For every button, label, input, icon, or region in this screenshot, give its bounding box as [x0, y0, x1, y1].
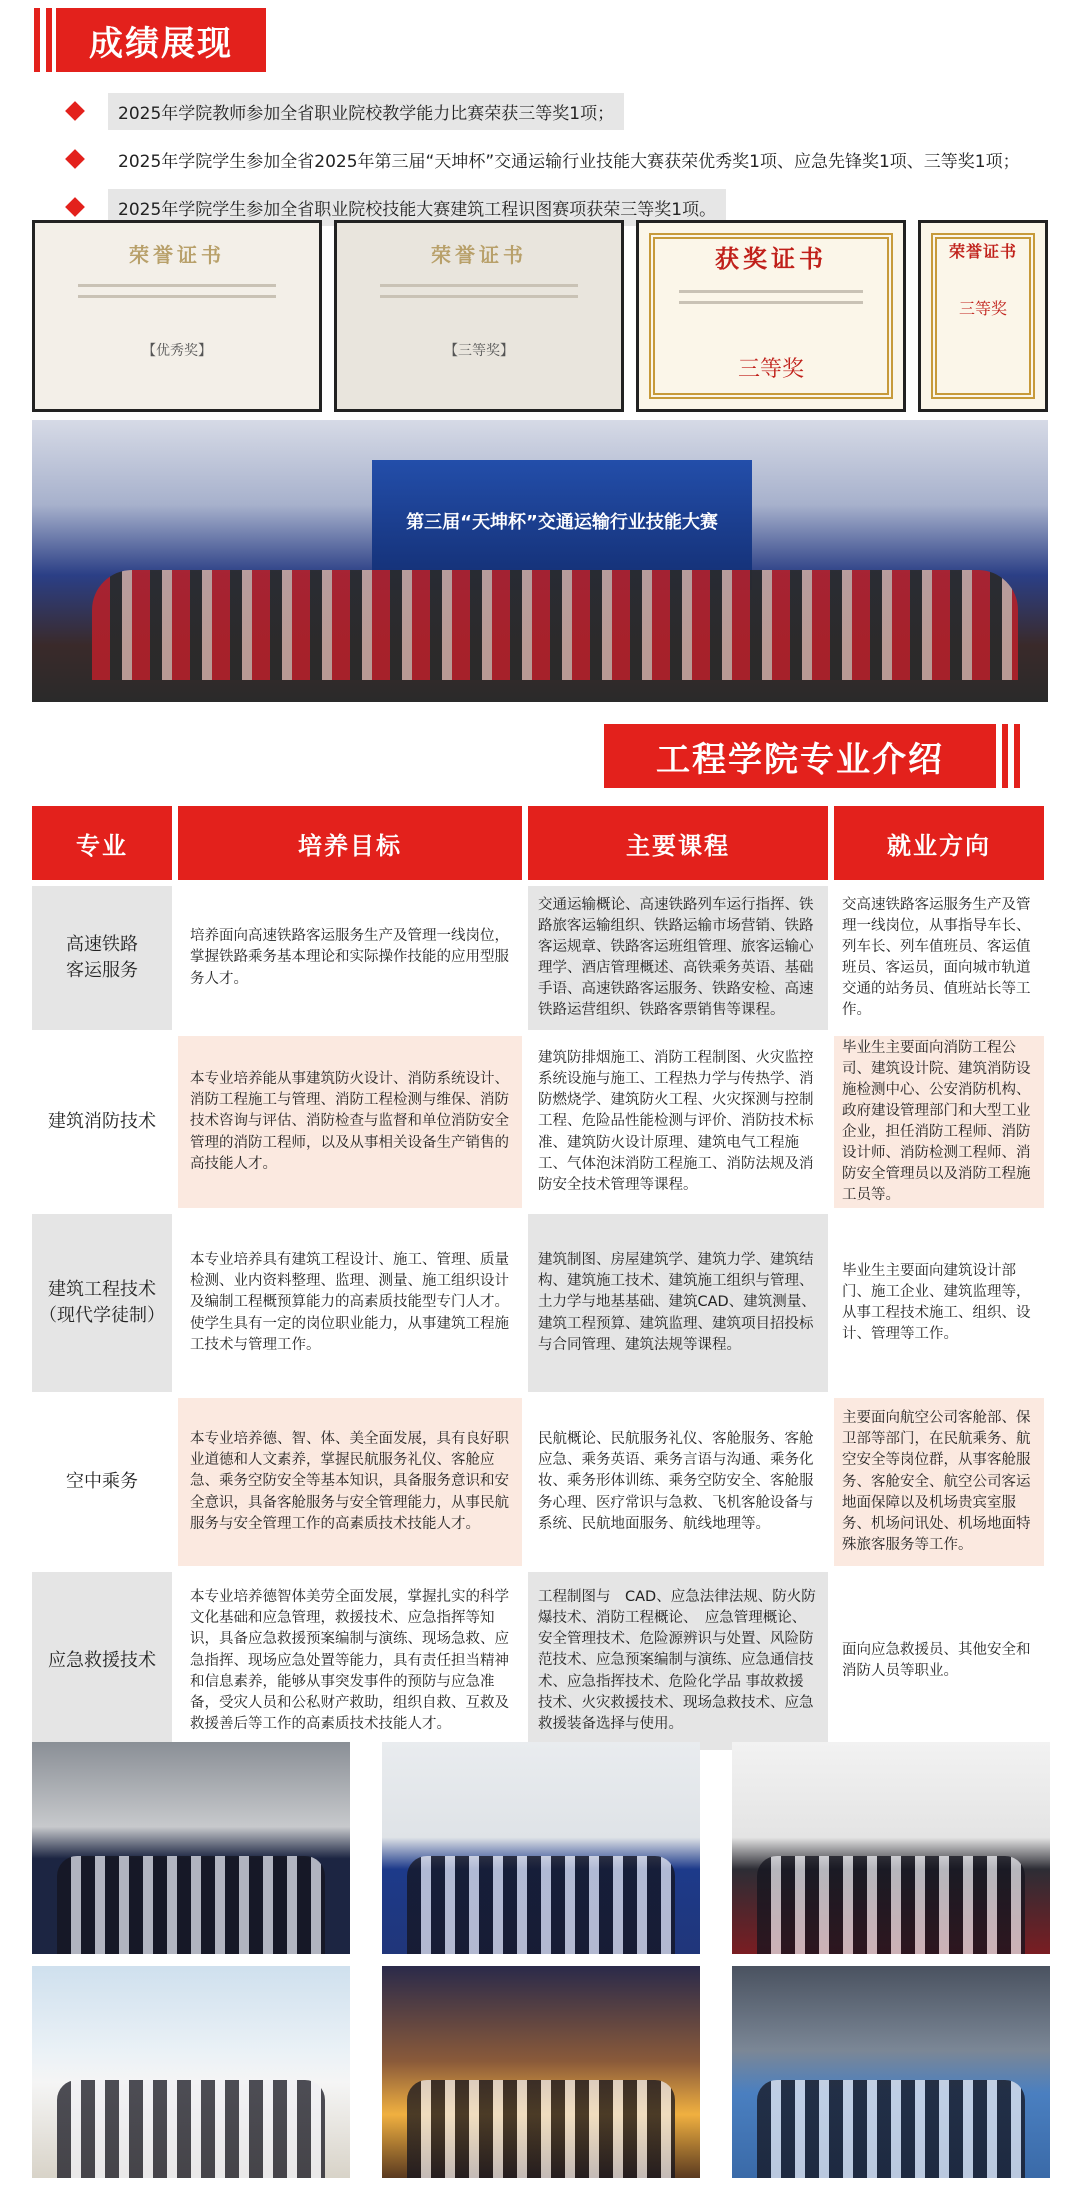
major-goal: 培养面向高速铁路客运服务生产及管理一线岗位，掌握铁路乘务基本理论和实际操作技能的应用型服务人才。: [178, 886, 522, 1030]
table-row: [32, 1572, 1048, 1750]
list-item: [58, 140, 1058, 178]
major-courses: 建筑防排烟施工、消防工程制图、火灾监控系统设施与施工、工程热力学与传热学、消防燃烧学、建筑防火工程、火灾探测与控制工程、危险品性能检测与评价、消防技术标准、建筑防火设计原理、建筑电气工程施工、气体泡沫消防工程施工、消防法规及消防安全技术管理等课程。: [528, 1036, 828, 1208]
certificate-photo: [918, 220, 1048, 412]
diamond-bullet-icon: [65, 101, 85, 121]
section-title: 工程学院专业介绍: [604, 724, 996, 788]
major-courses: 民航概论、民航服务礼仪、客舱服务、客舱应急、乘务英语、乘务言语与沟通、乘务化妆、乘务形体训练、乘务空防安全、客舱服务心理、医疗常识与急救、飞机客舱设备与系统、民航地面服务、航线地理等。: [528, 1398, 828, 1566]
major-goal: 本专业培养德智体美劳全面发展，掌握扎实的科学文化基础和应急管理，救援技术、应急指挥等知识，具备应急救援预案编制与演练、现场急救、应急指挥、现场应急处置等能力，具有责任担当精神和信息素养，能够从事突发事件的预防与应急准备，受灾人员和公私财产救助，组织自救、互救及救援善后等工作的高素质技术技能人才。: [178, 1572, 522, 1750]
classroom-photo: [32, 1966, 350, 2178]
major-courses: 工程制图与 CAD、应急法律法规、防火防爆技术、消防工程概论、 应急管理概论、安全管理技术、危险源辨识与处置、风险防范技术、应急预案编制与演练、应急通信技术、应急指挥技术、危险化学品 事故救援技术、火灾救援技术、现场急救技术、应急救援装备选择与使用。: [528, 1572, 828, 1750]
certificate-title: 获奖证书: [715, 245, 827, 273]
achievement-text: 2025年学院学生参加全省2025年第三届“天坤杯”交通运输行业技能大赛获荣优秀奖1项、应急先锋奖1项、三等奖1项；: [118, 151, 1020, 172]
students-uniform-photo: [32, 1742, 350, 1954]
construction-silhouette-photo: [382, 1966, 700, 2178]
classroom-demo-photo: [732, 1742, 1050, 1954]
certificate-title: 荣誉证书: [129, 243, 225, 267]
header-bars-decoration: [34, 8, 52, 72]
column-header: 专业: [32, 806, 172, 880]
diamond-bullet-icon: [65, 197, 85, 217]
major-jobs: 交高速铁路客运服务生产及管理一线岗位，从事指导车长、列车长、列车值班员、客运值班员、客运员，面向城市轨道交通的站务员、值班站长等工作。: [834, 886, 1044, 1030]
crowd-figures: [92, 570, 1018, 680]
achievement-text: 2025年学院教师参加全省职业院校教学能力比赛荣获三等奖1项；: [108, 93, 624, 130]
header-bars-decoration: [1002, 724, 1020, 788]
firefighting-training-photo: [382, 1742, 700, 1954]
major-jobs: 毕业生主要面向建筑设计部门、施工企业、建筑监理等，从事工程技术施工、组织、设计、管理等工作。: [834, 1214, 1044, 1392]
major-jobs: 主要面向航空公司客舱部、保卫部等部门，在民航乘务、航空安全等岗位群，从事客舱服务、客舱安全、航空公司客运地面保障以及机场贵宾室服务、机场问讯处、机场地面特殊旅客服务等工作。: [834, 1398, 1044, 1566]
major-name: 建筑工程技术 （现代学徒制）: [32, 1214, 172, 1392]
table-row: [32, 1214, 1048, 1392]
achievement-list: [58, 92, 1058, 236]
certificate-award: 三等奖: [958, 299, 1007, 318]
major-name: 高速铁路 客运服务: [32, 886, 172, 1030]
major-goal: 本专业培养德、智、体、美全面发展，具有良好职业道德和人文素养，掌握民航服务礼仪、客舱应急、乘务空防安全等基本知识，具备服务意识和安全意识，具备客舱服务与安全管理能力，从事民航服务与安全管理工作的高素质技术技能人才。: [178, 1398, 522, 1566]
certificate-title: 荣誉证书: [431, 243, 527, 267]
major-name: 建筑消防技术: [32, 1036, 172, 1208]
table-header: [32, 806, 1048, 880]
major-jobs: 毕业生主要面向消防工程公司、建筑设计院、建筑消防设施检测中心、公安消防机构、政府建设管理部门和大型工业企业，担任消防工程师、消防设计师、消防检测工程师、消防安全管理员以及消防工程施工员等。: [834, 1036, 1044, 1208]
certificate-award: 三等奖: [737, 357, 804, 382]
majors-table: [32, 806, 1048, 1750]
column-header: 就业方向: [834, 806, 1044, 880]
certificate-photo: [334, 220, 624, 412]
section-header-achievements: [0, 8, 266, 72]
table-row: [32, 1036, 1048, 1208]
major-goal: 本专业培养具有建筑工程设计、施工、管理、质量检测、业内资料整理、监理、测量、施工组织设计及编制工程概预算能力的高素质技能型专门人才。使学生具有一定的岗位职业能力，从事建筑工程施工技术与管理工作。: [178, 1214, 522, 1392]
section-header-majors: [604, 724, 1020, 788]
table-row: [32, 1398, 1048, 1566]
certificate-award: 【三等奖】: [444, 343, 514, 359]
major-name: 空中乘务: [32, 1398, 172, 1566]
column-header: 主要课程: [528, 806, 828, 880]
award-ceremony-photo: [32, 420, 1048, 702]
certificate-photo: [32, 220, 322, 412]
table-row: [32, 886, 1048, 1030]
section-title: 成绩展现: [56, 8, 266, 72]
stage-banner-text: 第三届“天坤杯”交通运输行业技能大赛: [406, 512, 718, 533]
certificate-award: 【优秀奖】: [142, 343, 212, 359]
major-name: 应急救援技术: [32, 1572, 172, 1750]
aircraft-maintenance-photo: [732, 1966, 1050, 2178]
certificate-photo: [636, 220, 906, 412]
column-header: 培养目标: [178, 806, 522, 880]
achievement-text: 2025年学院学生参加全省职业院校技能大赛建筑工程识图赛项获荣三等奖1项。: [108, 189, 726, 226]
certificate-title: 荣誉证书: [948, 242, 1017, 261]
major-jobs: 面向应急救援员、其他安全和消防人员等职业。: [834, 1572, 1044, 1750]
list-item: [58, 92, 1058, 130]
major-goal: 本专业培养能从事建筑防火设计、消防系统设计、消防工程施工与管理、消防工程检测与维保、消防技术咨询与评估、消防检查与监督和单位消防安全管理的消防工程师，以及从事相关设备生产销售的高技能人才。: [178, 1036, 522, 1208]
major-courses: 交通运输概论、高速铁路列车运行指挥、铁路旅客运输组织、铁路运输市场营销、铁路客运规章、铁路客运班组管理、旅客运输心理学、酒店管理概述、高铁乘务英语、基础手语、高速铁路客运服务、铁路安检、高速铁路运营组织、铁路客票销售等课程。: [528, 886, 828, 1030]
certificate-gallery: [32, 220, 1048, 412]
diamond-bullet-icon: [65, 149, 85, 169]
major-courses: 建筑制图、房屋建筑学、建筑力学、建筑结构、建筑施工技术、建筑施工组织与管理、土力学与地基基础、建筑CAD、建筑测量、建筑工程预算、建筑监理、建筑项目招投标与合同管理、建筑法规等课程。: [528, 1214, 828, 1392]
